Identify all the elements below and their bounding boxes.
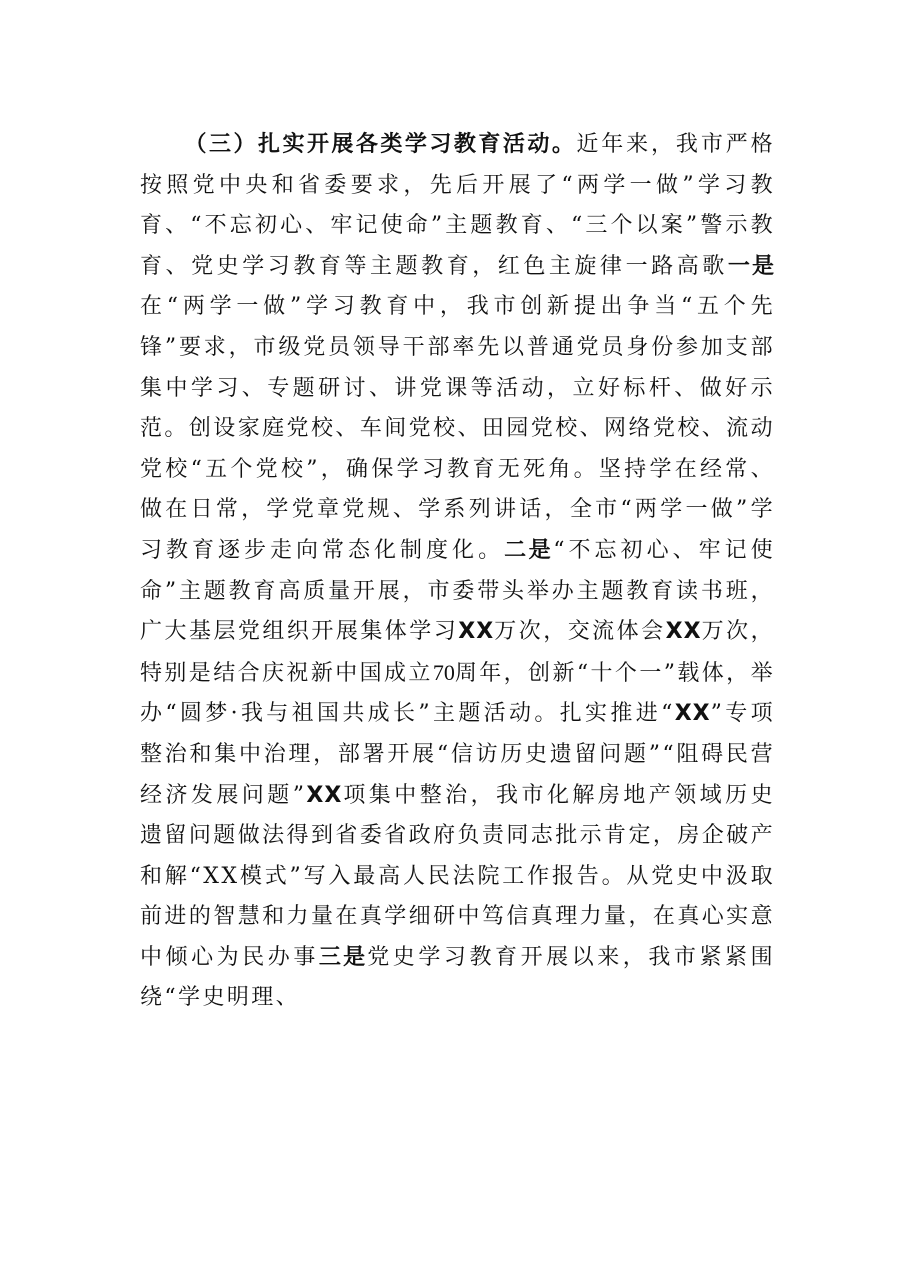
point-marker-second: 二是 <box>504 537 554 563</box>
placeholder-value: XX <box>674 701 711 727</box>
point-marker-third: 三是 <box>318 944 368 970</box>
body-paragraph <box>140 125 775 1019</box>
section-heading: （三）扎实开展各类学习教育活动。 <box>184 132 577 157</box>
text-segment: 万次，特别是结合庆祝新中国成立 <box>140 619 775 686</box>
placeholder-value: XX <box>458 619 495 645</box>
point-marker-first: 一是 <box>727 253 775 279</box>
placeholder-value: XX <box>665 619 702 645</box>
text-segment: ”专项整治和集中治理，部署开展“信访历史遗留问题”“阻碍民营经济发展问题” <box>140 701 775 808</box>
text-segment: 万次，交流体会 <box>494 619 666 645</box>
text-segment: 党史学习教育开展以来，我市紧紧围绕“学史明理、 <box>140 944 775 1011</box>
text-segment: “不忘初心、牢记使命”主题教育高质量开展，市委带头举办主题教育读书班，广大基层党组织开展集体学习 <box>140 537 775 645</box>
placeholder-value: XX <box>306 782 343 808</box>
text-segment: 项集中整治，我市化解房地产领域历史遗留问题做法得到省委省政府负责同志批示肯定，房企破产和解“XX模式”写入最高人民法院工作报告。从党史中汲取前进的智慧和力量在真学细研中笃信真理力量，在真心实意中倾心为民办事 <box>140 782 775 970</box>
text-segment: 周年，创新“十个一”载体，举办“圆梦·我与祖国共成长”主题活动。扎实推进“ <box>140 660 775 727</box>
text-segment: 近年来，我市严格按照党中央和省委要求，先后开展了“两学一做”学习教育、“不忘初心、牢记使命”主题教育、“三个以案”警示教育、党史学习教育等主题教育，红色主旋律一路高歌 <box>140 132 775 279</box>
number-value: 70 <box>432 659 455 685</box>
text-segment: 在“两学一做”学习教育中，我市创新提出争当“五个先锋”要求，市级党员领导干部率先以普通党员身份参加支部集中学习、专题研讨、讲党课等活动，立好标杆、做好示范。创设家庭党校、车间党校、田园党校、网络党校、流动党校“五个党校”，确保学习教育无死角。坚持学在经常、做在日常，学党章党规、学系列讲话，全市“两学一做”学习教育逐步走向常态化制度化。 <box>140 294 775 563</box>
